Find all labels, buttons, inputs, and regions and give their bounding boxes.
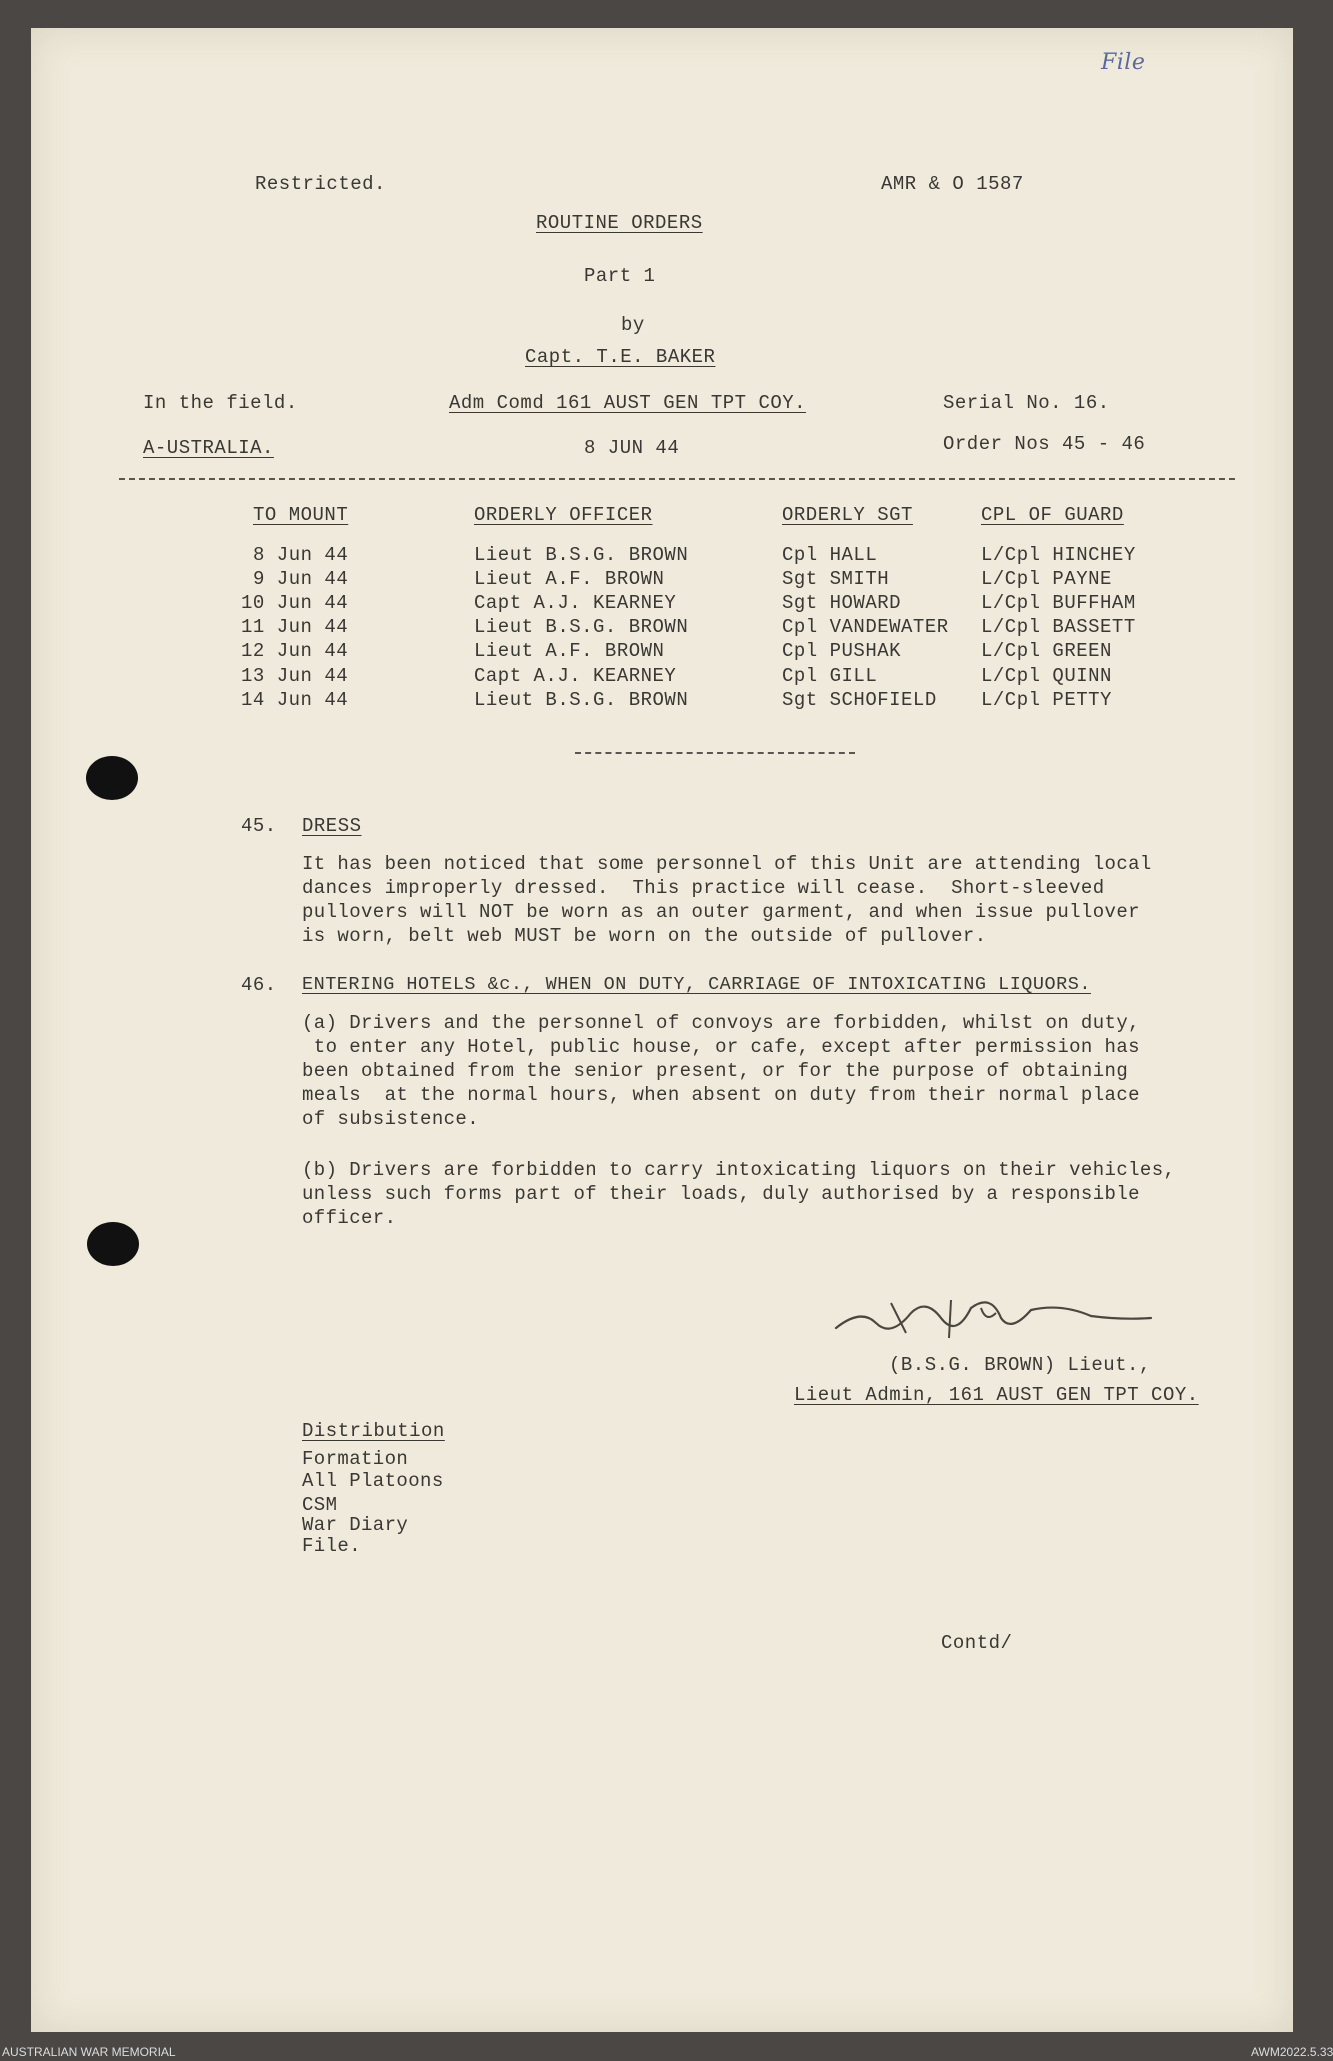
order-46-number: 46. (241, 974, 277, 996)
roster-cell: 8 Jun 44 (253, 544, 349, 566)
roster-row (31, 640, 1293, 664)
roster-cell: L/Cpl QUINN (981, 665, 1112, 687)
order-numbers: Order Nos 45 - 46 (943, 433, 1146, 455)
distribution-item: War Diary (302, 1514, 409, 1536)
roster-cell: L/Cpl PAYNE (981, 568, 1112, 590)
roster-cell: L/Cpl BUFFHAM (981, 592, 1136, 614)
document-title: ROUTINE ORDERS (536, 212, 703, 234)
signatory-title: Lieut Admin, 161 AUST GEN TPT COY. (794, 1384, 1199, 1406)
by-label: by (621, 314, 645, 336)
roster-cell: Lieut A.F. BROWN (474, 568, 665, 590)
order-45-text: It has been noticed that some personnel of this Unit are attending local dances improperly dressed. This practice will cease. Short-sleeved pullovers will NOT be worn as an outer garment, and when issue pullover is worn, belt web MUST be worn on the outside of pullover. (302, 853, 1152, 947)
roster-cell: 13 Jun 44 (241, 665, 349, 687)
restriction-label: Restricted. (255, 173, 386, 195)
roster-cell: 14 Jun 44 (241, 689, 349, 711)
header-divider (119, 478, 1235, 480)
roster-cell: Capt A.J. KEARNEY (474, 592, 677, 614)
order-46-heading: ENTERING HOTELS &c., WHEN ON DUTY, CARRIAGE OF INTOXICATING LIQUORS. (302, 974, 1091, 995)
roster-cell: Lieut B.S.G. BROWN (474, 689, 689, 711)
roster-cell: 12 Jun 44 (241, 640, 349, 662)
country-label: A-USTRALIA. (143, 437, 274, 459)
roster-row (31, 616, 1293, 640)
roster-row (31, 665, 1293, 689)
roster-cell: Lieut B.S.G. BROWN (474, 616, 689, 638)
marginal-note: File (1101, 50, 1146, 75)
issuing-officer: Capt. T.E. BAKER (525, 346, 716, 368)
roster-cell: Sgt SCHOFIELD (782, 689, 937, 711)
roster-cell: L/Cpl HINCHEY (981, 544, 1136, 566)
serial-number: Serial No. 16. (943, 392, 1110, 414)
roster-cell: L/Cpl BASSETT (981, 616, 1136, 638)
distribution-item: File. (302, 1535, 362, 1557)
punch-hole-bottom (87, 1222, 139, 1266)
unit-name: Adm Comd 161 AUST GEN TPT COY. (449, 392, 807, 414)
column-header: TO MOUNT (253, 504, 349, 526)
roster-cell: 11 Jun 44 (241, 616, 349, 638)
roster-row (31, 689, 1293, 713)
location-label: In the field. (143, 392, 298, 414)
roster-cell: 9 Jun 44 (253, 568, 349, 590)
part-label: Part 1 (584, 265, 656, 287)
archive-reference: AWM2022.5.33 (1251, 2045, 1333, 2059)
roster-cell: L/Cpl GREEN (981, 640, 1112, 662)
distribution-item: CSM (302, 1494, 338, 1516)
document-page (31, 28, 1293, 2032)
distribution-item: All Platoons (302, 1470, 444, 1492)
roster-cell: 10 Jun 44 (241, 592, 349, 614)
roster-cell: Sgt SMITH (782, 568, 890, 590)
reference-number: AMR & O 1587 (881, 173, 1024, 195)
roster-cell: Capt A.J. KEARNEY (474, 665, 677, 687)
handwritten-signature (831, 1288, 1161, 1348)
continued-label: Contd/ (941, 1632, 1013, 1654)
roster-cell: Lieut B.S.G. BROWN (474, 544, 689, 566)
roster-row (31, 544, 1293, 568)
roster-divider (575, 752, 855, 754)
column-header: CPL OF GUARD (981, 504, 1124, 526)
roster-row (31, 568, 1293, 592)
roster-cell: L/Cpl PETTY (981, 689, 1112, 711)
column-header: ORDERLY SGT (782, 504, 913, 526)
roster-cell: Cpl HALL (782, 544, 878, 566)
roster-cell: Lieut A.F. BROWN (474, 640, 665, 662)
roster-cell: Cpl PUSHAK (782, 640, 902, 662)
column-header: ORDERLY OFFICER (474, 504, 653, 526)
distribution-heading: Distribution (302, 1420, 445, 1442)
roster-cell: Sgt HOWARD (782, 592, 902, 614)
order-46-para-b: (b) Drivers are forbidden to carry intoxicating liquors on their vehicles, unless such forms part of their loads, duly authorised by a responsible officer. (302, 1159, 1176, 1229)
order-46-para-a: (a) Drivers and the personnel of convoys are forbidden, whilst on duty, to enter any Hotel, public house, or cafe, except after permission has been obtained from the senior present, or for the purpose of obtaining meals at the normal hours, when absent on duty from their normal place of subsistence. (302, 1012, 1140, 1130)
roster-cell: Cpl VANDEWATER (782, 616, 949, 638)
distribution-item: Formation (302, 1448, 409, 1470)
roster-row (31, 592, 1293, 616)
signatory-name: (B.S.G. BROWN) Lieut., (889, 1354, 1151, 1376)
roster-cell: Cpl GILL (782, 665, 878, 687)
archive-credit: AUSTRALIAN WAR MEMORIAL (2, 2045, 176, 2059)
punch-hole-top (86, 756, 138, 800)
order-45-number: 45. (241, 815, 277, 837)
roster-header-row (31, 504, 1293, 528)
issue-date: 8 JUN 44 (584, 437, 680, 459)
order-45-heading: DRESS (302, 815, 362, 837)
